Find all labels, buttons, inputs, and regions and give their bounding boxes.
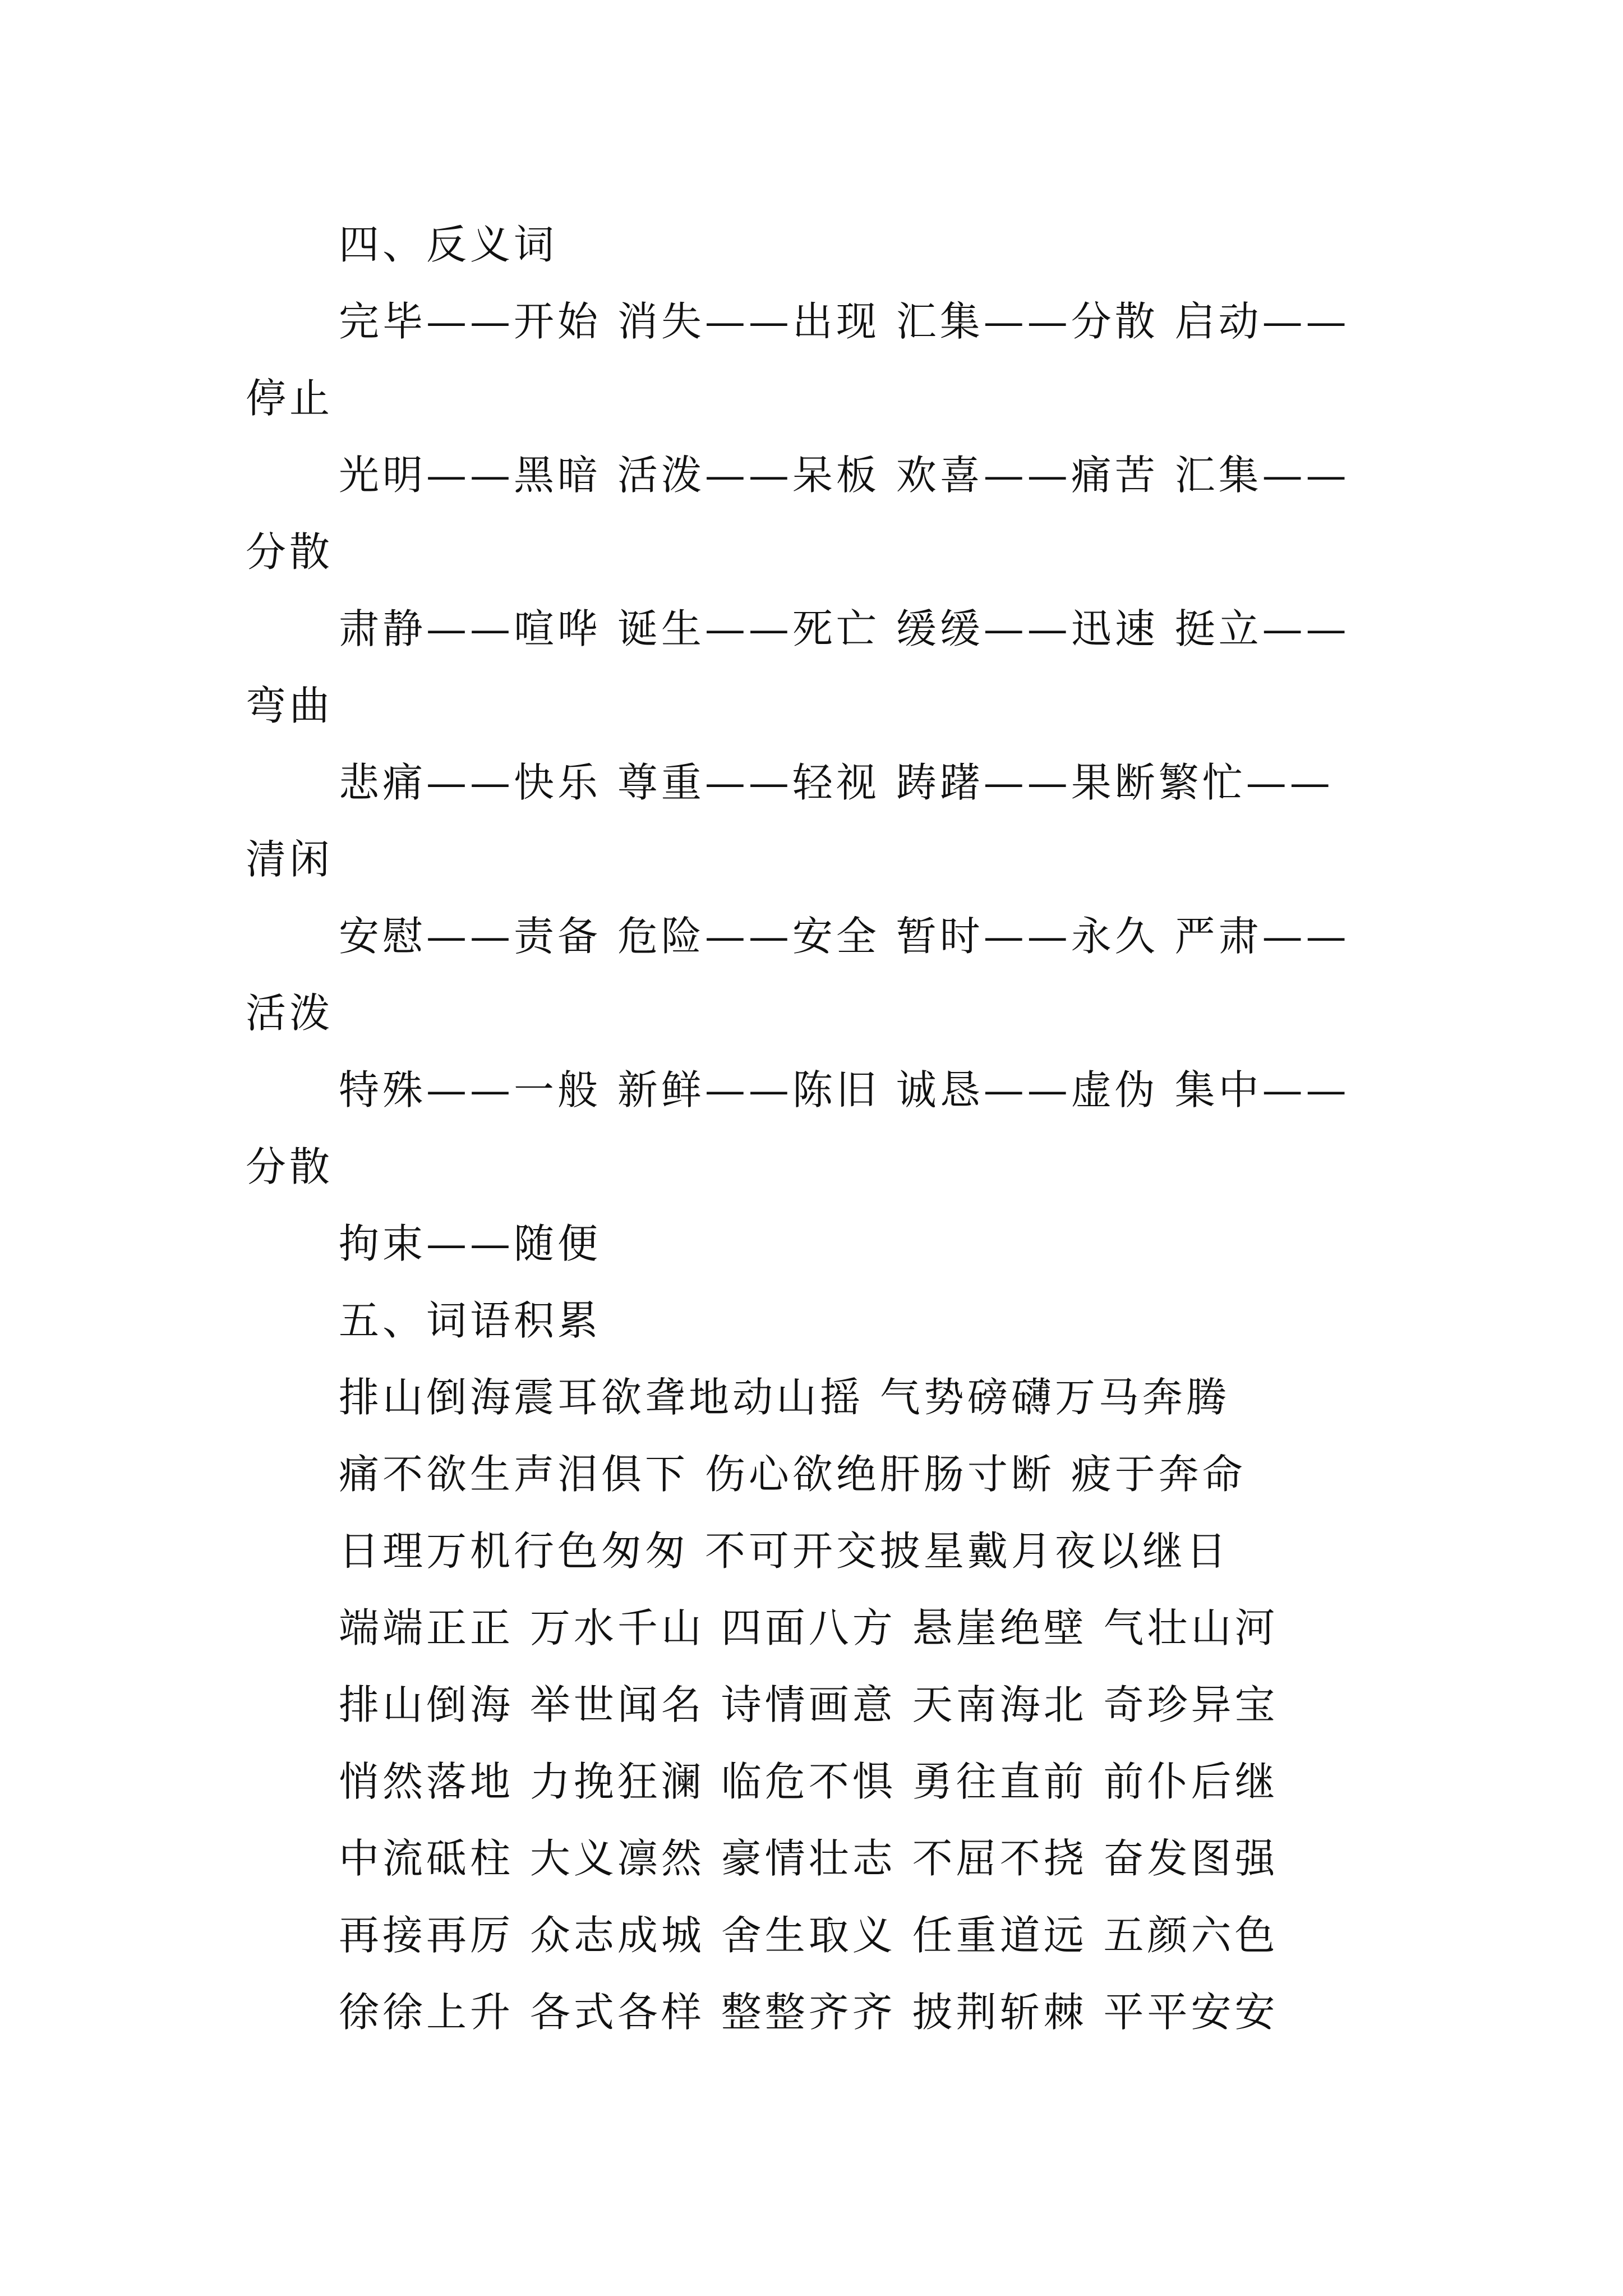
- paragraph-line: 停止: [246, 375, 334, 422]
- paragraph-line: 悄然落地 力挽狂澜 临危不惧 勇往直前 前仆后继: [339, 1758, 1279, 1805]
- paragraph-line: 中流砥柱 大义凛然 豪情壮志 不屈不挠 奋发图强: [339, 1835, 1279, 1882]
- paragraph-line: 清闲: [246, 836, 334, 883]
- paragraph-line: 端端正正 万水千山 四面八方 悬崖绝壁 气壮山河: [339, 1604, 1279, 1651]
- paragraph-line: 日理万机行色匆匆 不可开交披星戴月夜以继日: [339, 1527, 1230, 1575]
- paragraph-line: 分散: [246, 528, 334, 576]
- paragraph-line: 排山倒海 举世闻名 诗情画意 天南海北 奇珍异宝: [339, 1681, 1279, 1728]
- paragraph-line: 分散: [246, 1143, 334, 1190]
- paragraph-line: 光明——黑暗 活泼——呆板 欢喜——痛苦 汇集——: [339, 452, 1350, 499]
- paragraph-line: 徐徐上升 各式各样 整整齐齐 披荆斩棘 平平安安: [339, 1989, 1279, 2036]
- document-body: [246, 206, 1390, 2051]
- paragraph-line: 排山倒海震耳欲聋地动山摇 气势磅礴万马奔腾: [339, 1374, 1230, 1421]
- paragraph-line: 特殊——一般 新鲜——陈旧 诚恳——虚伪 集中——: [339, 1066, 1350, 1114]
- paragraph-line: 安慰——责备 危险——安全 暂时——永久 严肃——: [339, 913, 1350, 960]
- section-heading-word-accumulation: 五、词语积累: [339, 1297, 602, 1344]
- paragraph-line: 活泼: [246, 990, 334, 1037]
- paragraph-line: 再接再厉 众志成城 舍生取义 任重道远 五颜六色: [339, 1912, 1279, 1959]
- paragraph-line: 完毕——开始 消失——出现 汇集——分散 启动——: [339, 298, 1350, 345]
- paragraph-line: 弯曲: [246, 682, 334, 729]
- paragraph-line: 拘束——随便: [339, 1220, 602, 1267]
- paragraph-line: 肃静——喧哗 诞生——死亡 缓缓——迅速 挺立——: [339, 605, 1350, 652]
- paragraph-line: 悲痛——快乐 尊重——轻视 踌躇——果断繁忙——: [339, 759, 1334, 806]
- paragraph-line: 痛不欲生声泪俱下 伤心欲绝肝肠寸断 疲于奔命: [339, 1451, 1246, 1498]
- section-heading-antonyms: 四、反义词: [339, 221, 558, 268]
